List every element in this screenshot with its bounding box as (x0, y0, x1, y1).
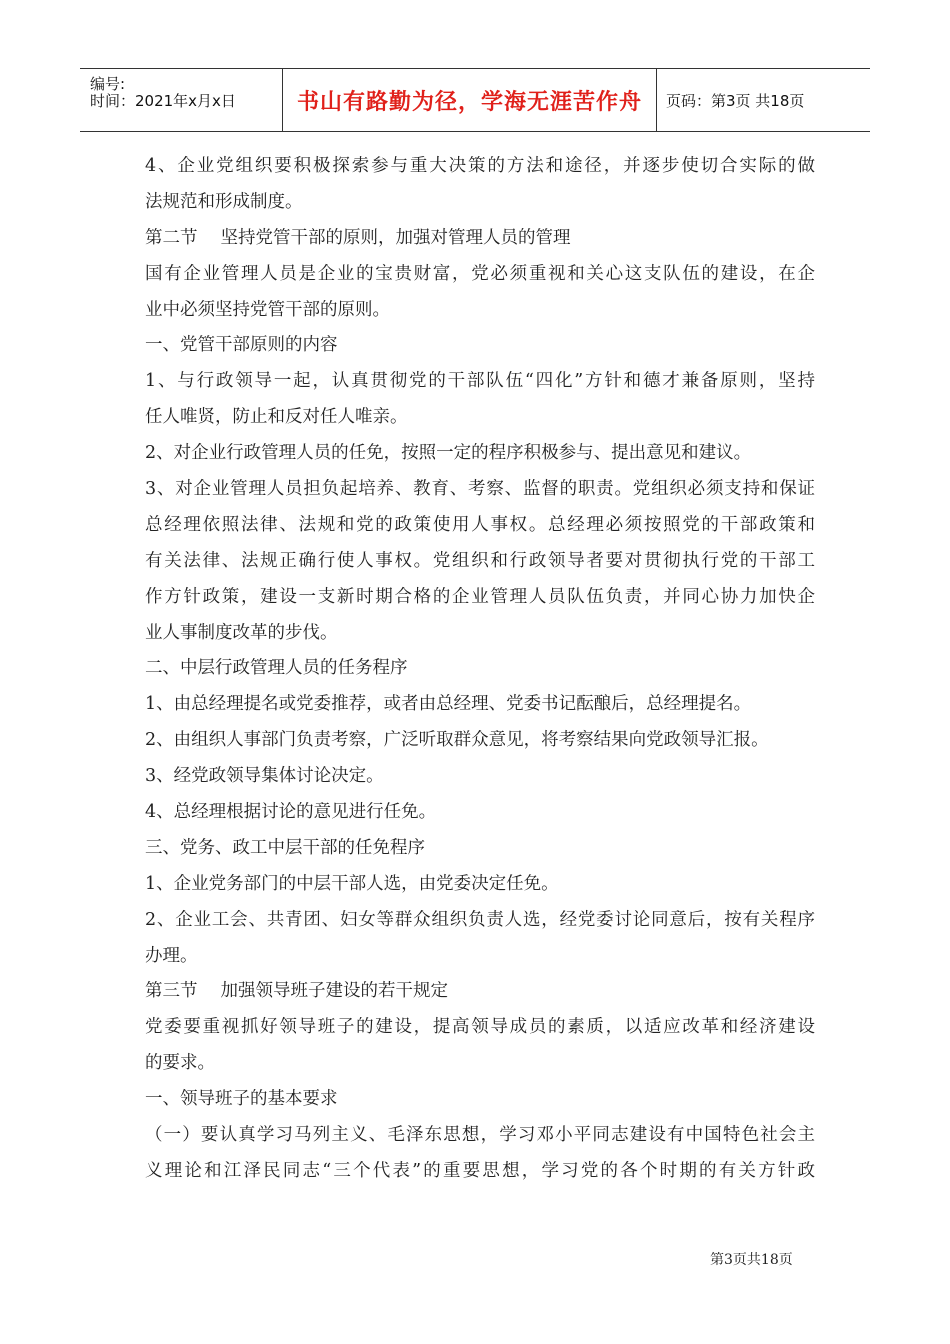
page-footer: 第3页共18页 (710, 1252, 793, 1268)
text-line: 2、对企业行政管理人员的任免，按照一定的程序积极参与、提出意见和建议。 (145, 443, 752, 464)
text-line: 办理。 (145, 945, 198, 966)
text-line: 1、与行政领导一起，认真贯彻党的干部队伍“四化”方针和德才兼备原则，坚持 (145, 371, 815, 392)
header-motto-cell (282, 69, 657, 131)
text-line: 作方针政策，建设一支新时期合格的企业管理人员队伍负责，并同心协力加快企 (145, 586, 815, 607)
text-line: 1、企业党务部门的中层干部人选，由党委决定任免。 (145, 873, 559, 894)
time-label: 时间：2021年x月x日 (90, 92, 236, 110)
text-line: 任人唯贤，防止和反对任人唯亲。 (145, 407, 408, 428)
document-body (145, 149, 815, 1190)
text-line: 4、总经理根据讨论的意见进行任免。 (145, 802, 437, 823)
text-line: 3、经党政领导集体讨论决定。 (145, 766, 384, 787)
page-header (80, 68, 870, 132)
header-page-label: 页码：第3页 共18页 (666, 91, 805, 110)
subsection-heading: 一、领导班子的基本要求 (145, 1089, 338, 1110)
text-line: 2、企业工会、共青团、妇女等群众组织负责人选，经党委讨论同意后，按有关程序 (145, 909, 815, 930)
text-line: 业人事制度改革的步伐。 (145, 622, 338, 643)
text-line: 国有企业管理人员是企业的宝贵财富，党必须重视和关心这支队伍的建设，在企 (145, 263, 815, 284)
text-line: 总经理依照法律、法规和党的政策使用人事权。总经理必须按照党的干部政策和 (145, 514, 815, 535)
subsection-heading: 二、中层行政管理人员的任务程序 (145, 658, 408, 679)
subsection-heading: 三、党务、政工中层干部的任免程序 (145, 837, 425, 858)
text-line: 4、企业党组织要积极探索参与重大决策的方法和途径，并逐步使切合实际的做 (145, 156, 815, 176)
text-line: 法规范和形成制度。 (145, 191, 303, 212)
header-motto: 书山有路勤为径，学海无涯苦作舟 (296, 89, 642, 115)
text-line: 业中必须坚持党管干部的原则。 (145, 299, 390, 320)
section-heading: 第二节 坚持党管干部的原则，加强对管理人员的管理 (145, 227, 571, 248)
subsection-heading: 一、党管干部原则的内容 (145, 335, 338, 356)
text-line: 1、由总经理提名或党委推荐，或者由总经理、党委书记酝酿后，总经理提名。 (145, 694, 752, 715)
text-line: 党委要重视抓好领导班子的建设，提高领导成员的素质，以适应改革和经济建设 (145, 1017, 815, 1038)
text-line: 3、对企业管理人员担负起培养、教育、考察、监督的职责。党组织必须支持和保证 (145, 479, 815, 500)
text-line: （一）要认真学习马列主义、毛泽东思想，学习邓小平同志建设有中国特色社会主 (145, 1125, 815, 1146)
number-label: 编号: (90, 75, 126, 93)
header-page-cell (656, 69, 870, 131)
text-line: 有关法律、法规正确行使人事权。党组织和行政领导者要对贯彻执行党的干部工 (145, 550, 815, 571)
text-line: 2、由组织人事部门负责考察，广泛听取群众意见，将考察结果向党政领导汇报。 (145, 730, 769, 751)
header-meta (80, 69, 282, 131)
section-heading: 第三节 加强领导班子建设的若干规定 (145, 981, 449, 1002)
text-line: 义理论和江泽民同志“三个代表”的重要思想，学习党的各个时期的有关方针政 (145, 1160, 815, 1181)
text-line: 的要求。 (145, 1053, 215, 1074)
